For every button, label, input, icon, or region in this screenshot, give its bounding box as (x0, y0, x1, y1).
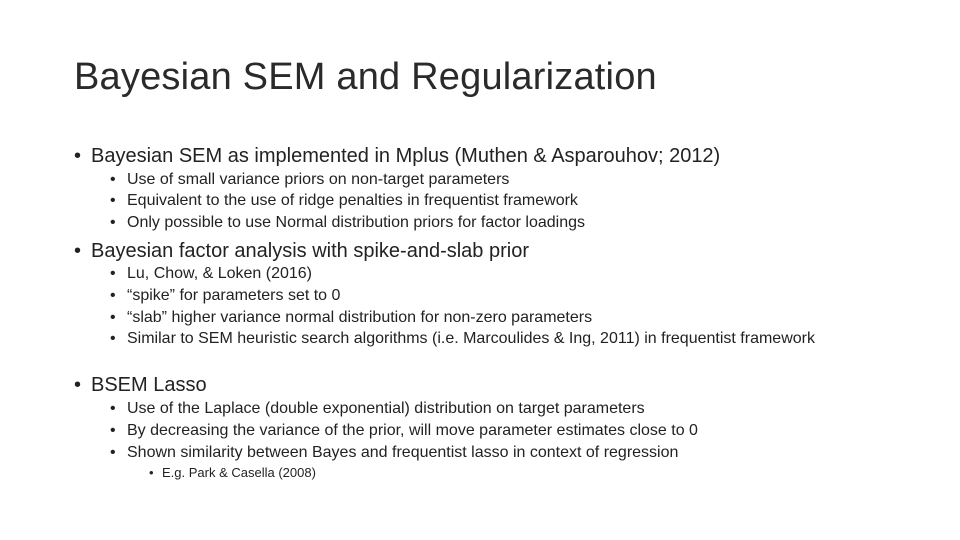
bullet-level2 (110, 309, 593, 327)
bullet-level2 (110, 330, 837, 348)
bullet-level2 (110, 214, 585, 232)
bullet-icon: • (110, 444, 116, 461)
bullet-text: Shown similarity between Bayes and frequentist lasso in context of regression (127, 444, 679, 461)
bullet-icon: • (74, 374, 82, 396)
bullet-level2 (110, 171, 510, 189)
bullet-icon: • (110, 287, 116, 304)
bullet-icon: • (74, 145, 82, 167)
bullet-icon: • (110, 309, 116, 326)
bullet-level2 (110, 422, 698, 440)
bullet-icon: • (110, 214, 116, 231)
bullet-level1 (74, 240, 529, 263)
bullet-level2 (110, 400, 645, 418)
bullet-text: Equivalent to the use of ridge penalties in frequentist framework (127, 192, 578, 209)
bullet-text: Bayesian factor analysis with spike-and-slab prior (91, 240, 529, 262)
bullet-level1 (74, 374, 207, 397)
slide-title: Bayesian SEM and Regularization (74, 56, 657, 98)
bullet-text: By decreasing the variance of the prior, will move parameter estimates close to 0 (127, 422, 698, 439)
bullet-text: E.g. Park & Casella (2008) (162, 465, 316, 480)
bullet-icon: • (110, 265, 116, 282)
bullet-text: Similar to SEM heuristic search algorithms (i.e. Marcoulides & Ing, 2011) in frequentist framework (127, 330, 815, 347)
bullet-text: Lu, Chow, & Loken (2016) (127, 265, 313, 282)
bullet-level3 (149, 465, 316, 481)
bullet-icon: • (110, 192, 116, 209)
bullet-icon: • (110, 171, 116, 188)
bullet-icon: • (149, 465, 154, 480)
bullet-level2 (110, 265, 313, 283)
bullet-icon: • (110, 400, 116, 417)
bullet-level2 (110, 192, 578, 210)
bullet-text: Use of small variance priors on non-target parameters (127, 171, 510, 188)
bullet-level2 (110, 287, 341, 305)
bullet-text: Use of the Laplace (double exponential) distribution on target parameters (127, 400, 645, 417)
bullet-level1 (74, 145, 721, 168)
bullet-icon: • (110, 422, 116, 439)
bullet-text: “slab” higher variance normal distribution for non-zero parameters (127, 309, 593, 326)
bullet-icon: • (110, 330, 116, 347)
bullet-text: BSEM Lasso (91, 374, 207, 396)
bullet-text: “spike” for parameters set to 0 (127, 287, 341, 304)
bullet-level2 (110, 444, 679, 462)
bullet-text: Bayesian SEM as implemented in Mplus (Muthen & Asparouhov; 2012) (91, 145, 721, 167)
bullet-icon: • (74, 240, 82, 262)
bullet-text: Only possible to use Normal distribution priors for factor loadings (127, 214, 585, 231)
